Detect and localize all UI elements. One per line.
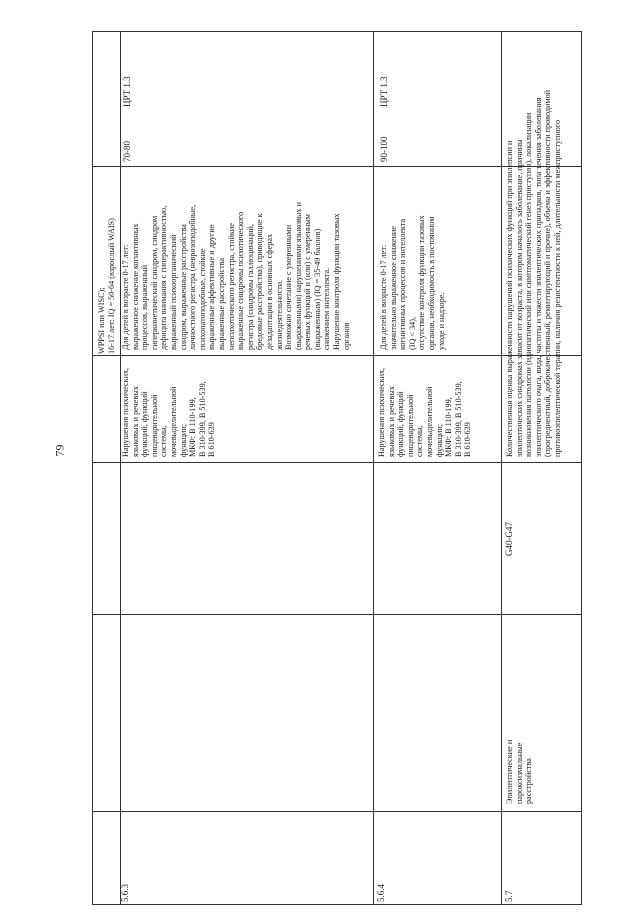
row-divider (120, 32, 121, 904)
page-number: 79 (52, 444, 67, 456)
row0-description: WPPSI или WISC); 16-17 лет: IQ = 50-64 (взрослый WAIS) (97, 218, 116, 354)
disability-criteria-table: WPPSI или WISC); 16-17 лет: IQ = 50-64 (взрослый WAIS) 5.6.3 Нарушения психических, языковых и речевых функций, функций пищеварительной системы, мочевыделительной функции; МКФ: B 110-199, B 310-399, B 510-539, B 610-639 Для детей в возрасте 0-17 лет: выраженное снижение когнитивных процессов, выраженный гиперкинетический синдром, синдром дефицита внимания с гиперактивностью, выраженный психоорганический синдром, выраженные расстройства личностного регистра (неврозоподобные, психопатоподобные, стойкие выраженные аффективные и другие выраженные расстройства непсихотического регистра, стойкие выраженные синдромы психотического регистра (синдромы галлюцинаций, бредовые расстройства), приводящие к дезадаптации в основных сферах жизнедеятельности. Возможно сочетание с умеренными (выраженными) нарушениями языковых и речевых функций и (или) с умеренным (выраженным) (IQ = 35-49 баллов) снижением интеллекта. Нарушение контроля функции тазовых органов 70-80 ЦРТ 1.3 5.6.4 Нарушения психических, языковых и речевых функций, функций пищеварительной системы, мочевыделительной функции; МКФ: B 110-199, B 310-399, B 510-539, B 610-639 Для детей в возрасте 0-17 лет: значительно выраженное снижение когнитивных процессов и интеллекта (IQ < 34), отсутствие контроля функции тазовых органов, необходимость в постоянном уходе и надзоре. 90-100 ЦРТ 1.3 5.7 Эпилептические и пароксизмальные расстройства G40-G47 Количественная оценка выраженности нарушений психических функций при эпилепсии и эпилептических синдромах зависит от возраста, в котором началось заболевание, причины возникновения патологии (идиопатический или симптоматический генез приступов), локализации эпилептического очага, вида, частоты и тяжести эпилептических припадков, типа течения заболевания (прогредиентный, доброкачественный, ремиттирующий и прочие), объема и эффективности проводимой противоэпилептической терапии, наличия резистентности к ней, длительности межприступного (92, 31, 582, 905)
row-divider (501, 32, 502, 552)
column-divider (93, 614, 581, 615)
column-divider (93, 811, 581, 812)
row-divider (373, 32, 374, 904)
column-divider (93, 462, 581, 463)
